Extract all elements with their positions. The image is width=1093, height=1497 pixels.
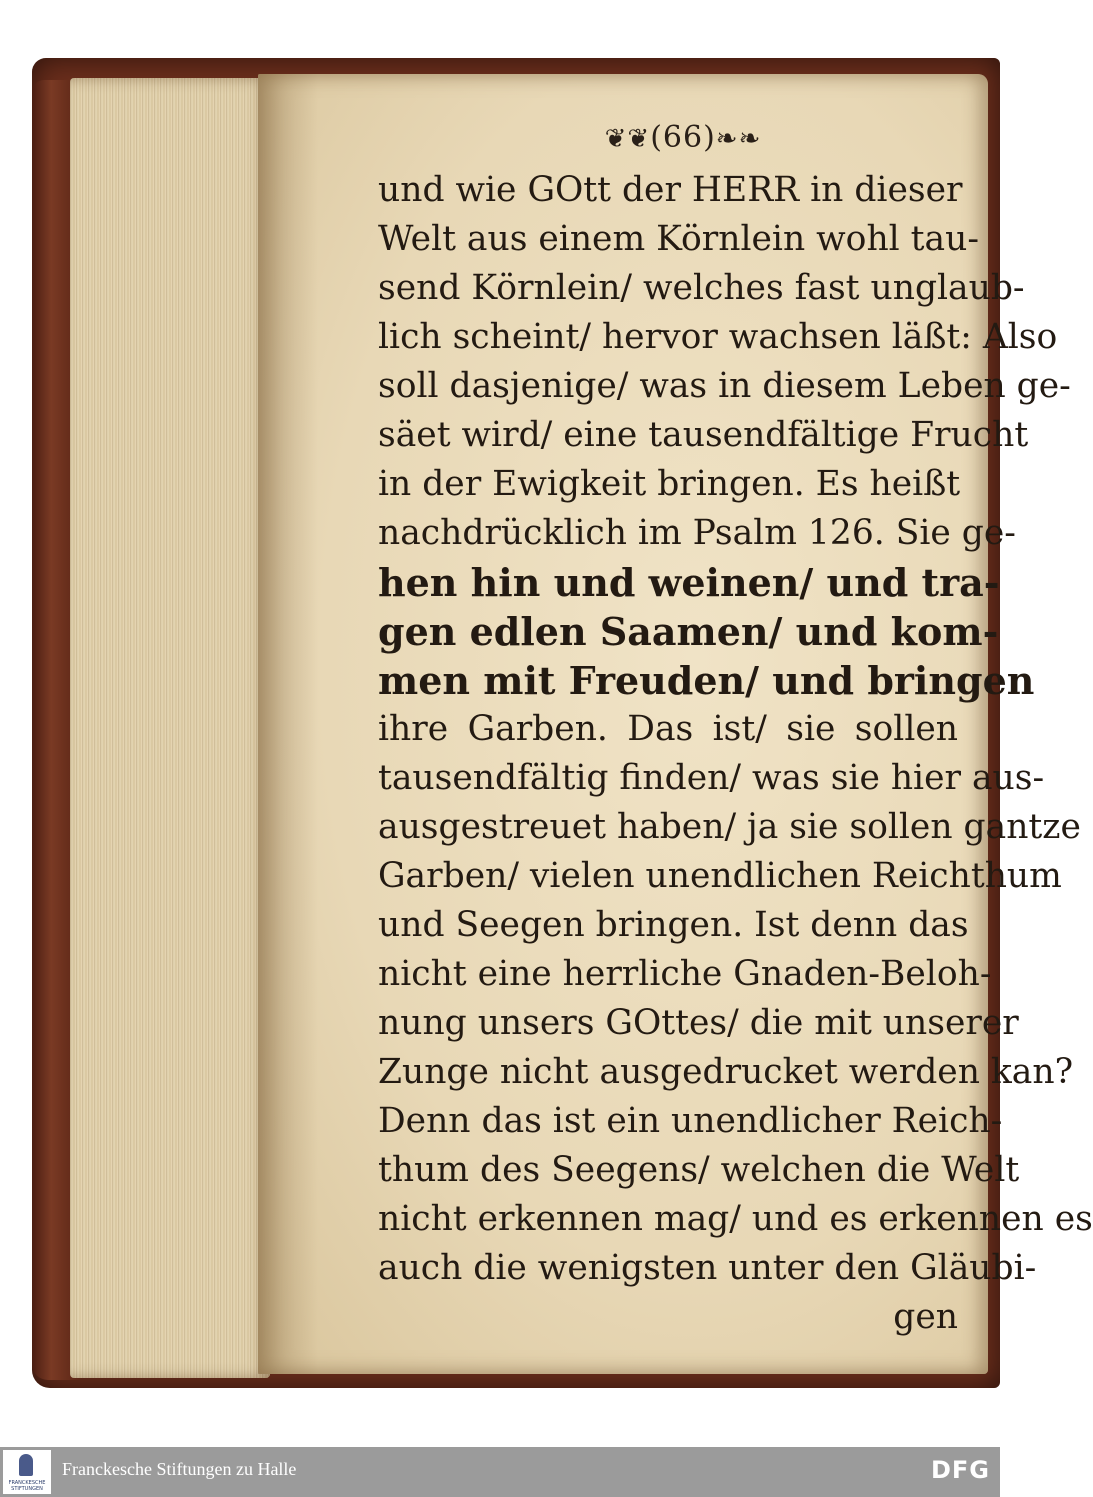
text-line: thum des Seegens/ welchen die Welt — [378, 1150, 1020, 1190]
text-line: Zunge nicht ausgedrucket werden kan? — [378, 1052, 1074, 1092]
orphan-figure-icon — [19, 1454, 33, 1476]
page-gutter-shadow — [258, 74, 318, 1374]
institution-name[interactable]: Franckesche Stiftungen zu Halle — [62, 1459, 297, 1479]
text-line: men mit Freuden/ und bringen — [378, 658, 1035, 703]
text-line: ihre Garben. Das ist/ sie sollen — [378, 709, 958, 749]
text-line: lich scheint/ hervor wachsen läßt: Also — [378, 317, 1058, 357]
logo-text: FRANCKESCHE STIFTUNGEN — [8, 1480, 46, 1492]
dfg-logo[interactable]: DFG — [930, 1456, 990, 1484]
page-edges — [70, 78, 270, 1378]
text-line: Garben/ vielen unendlichen Reichthum — [378, 856, 1062, 896]
text-line: nicht erkennen mag/ und es erkennen es — [378, 1199, 1093, 1239]
text-line: nicht eine herrliche Gnaden-Beloh- — [378, 954, 992, 994]
page-number: (66) — [650, 120, 716, 155]
page-text — [378, 166, 1093, 1342]
text-line: send Körnlein/ welches fast unglaub- — [378, 268, 1025, 308]
text-line: soll dasjenige/ was in diesem Leben ge- — [378, 366, 1071, 406]
institution-logo[interactable] — [3, 1450, 51, 1494]
footer-bar — [0, 1447, 1000, 1497]
book-page — [258, 74, 1093, 1374]
text-line: tausendfältig finden/ was sie hier aus- — [378, 758, 1045, 798]
text-line: ausgestreuet haben/ ja sie sollen gantze — [378, 807, 1081, 847]
text-line: nachdrücklich im Psalm 126. Sie ge- — [378, 513, 1016, 553]
text-line: in der Ewigkeit bringen. Es heißt — [378, 464, 961, 504]
text-line: nung unsers GOttes/ die mit unserer — [378, 1003, 1019, 1043]
text-line: säet wird/ eine tausendfältige Frucht — [378, 415, 1029, 455]
text-line: Denn das ist ein unendlicher Reich- — [378, 1101, 1003, 1141]
ornament-left: ❦❦ — [604, 124, 651, 154]
text-line: auch die wenigsten unter den Gläubi- — [378, 1248, 1037, 1288]
ornament-right: ❧❧ — [715, 124, 762, 154]
text-line: und wie GOtt der HERR in dieser — [378, 170, 963, 210]
text-line: hen hin und weinen/ und tra- — [378, 560, 1000, 605]
text-line: Welt aus einem Körnlein wohl tau- — [378, 219, 979, 259]
text-line: und Seegen bringen. Ist denn das — [378, 905, 969, 945]
page-header — [583, 120, 783, 155]
catchword: gen — [893, 1297, 958, 1337]
text-line: gen edlen Saamen/ und kom- — [378, 609, 999, 654]
